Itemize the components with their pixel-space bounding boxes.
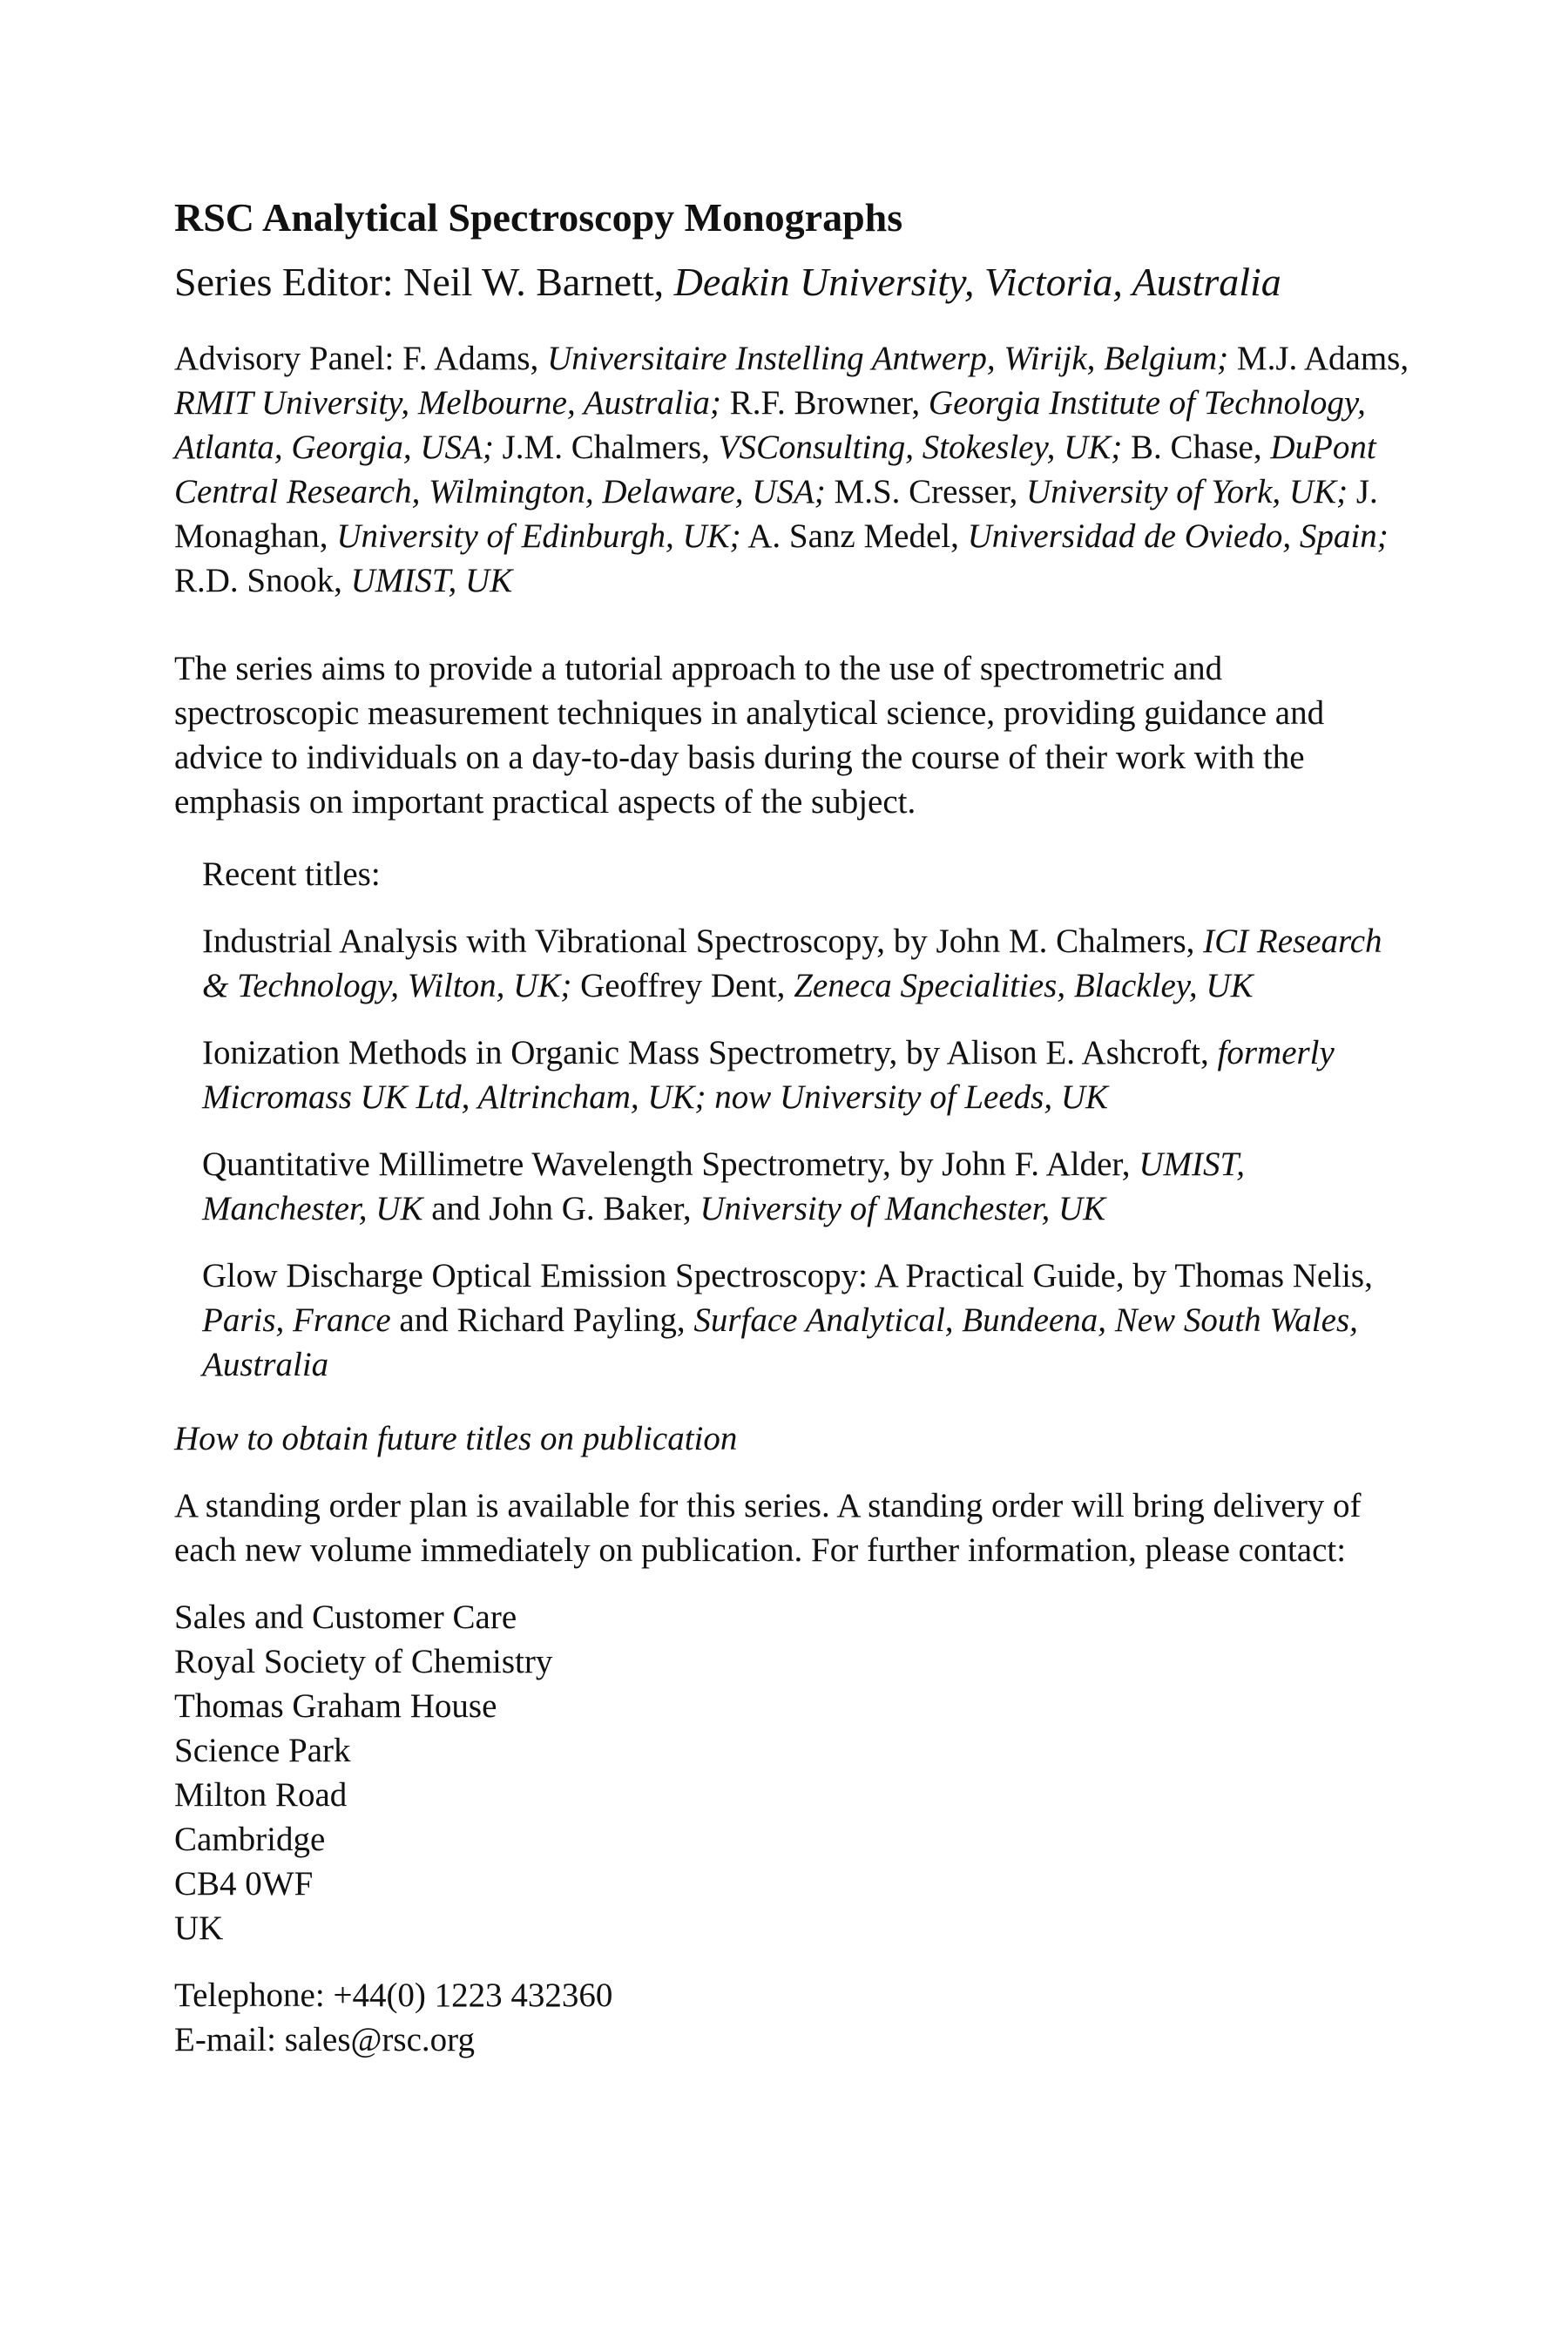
address-line: Milton Road [174, 1776, 348, 1814]
standing-order-paragraph: A standing order plan is available for this series. A standing order will bring delivery of each new volume immediately on publication. For further information, please contact: [174, 1487, 1362, 1569]
panel-member: B. Chase, DuPont Central Research, Wilmington, Delaware, USA; [174, 429, 1376, 510]
advisory-panel [174, 336, 1411, 603]
recent-title-entry: Ionization Methods in Organic Mass Spectrometry, by Alison E. Ashcroft, formerly Micromass UK Ltd, Altrincham, UK; now University of Leeds, UK [202, 1034, 1335, 1116]
address-line: UK [174, 1909, 224, 1947]
series-editor [174, 258, 1411, 307]
series-title: RSC Analytical Spectroscopy Monographs [174, 195, 903, 240]
panel-member: J.M. Chalmers, VSConsulting, Stokesley, UK; [502, 429, 1123, 466]
address-line: Cambridge [174, 1821, 326, 1858]
address-line: Science Park [174, 1732, 351, 1769]
recent-title-entry: Industrial Analysis with Vibrational Spectroscopy, by John M. Chalmers, ICI Research & Technology, Wilton, UK; Geoffrey Dent, Zeneca Specialities, Blackley, UK [202, 923, 1382, 1004]
editor-label: Series Editor: Neil W. Barnett, [174, 260, 665, 304]
address-line: Thomas Graham House [174, 1687, 497, 1725]
contact-telephone: Telephone: +44(0) 1223 432360 [174, 1977, 613, 2014]
contact-address [174, 1595, 1411, 1950]
panel-member: M.S. Cresser, University of York, UK; [834, 473, 1348, 510]
series-aims-paragraph: The series aims to provide a tutorial approach to the use of spectrometric and spectroscopic measurement techniques in analytical science, providing guidance and advice to individuals on a day-to-day basis during the course of their work with the emphasis on important practical aspects of the subject. [174, 650, 1325, 821]
panel-member: R.F. Browner, Georgia Institute of Technology, Atlanta, Georgia, USA; [174, 384, 1366, 466]
panel-label: Advisory Panel: [174, 340, 395, 377]
recent-title-entry: Quantitative Millimetre Wavelength Spectrometry, by John F. Alder, UMIST, Manchester, UK and John G. Baker, University of Manchester, UK [202, 1146, 1245, 1227]
recent-titles [202, 852, 1411, 1387]
recent-title-entry: Glow Discharge Optical Emission Spectroscopy: A Practical Guide, by Thomas Nelis, Paris, France and Richard Payling, Surface Analytical, Bundeena, New South Wales, Australia [202, 1257, 1373, 1383]
panel-member: J. Monaghan, University of Edinburgh, UK; [174, 473, 1378, 555]
contact-email: E-mail: sales@rsc.org [174, 2021, 475, 2058]
panel-member: M.J. Adams, RMIT University, Melbourne, Australia; [174, 340, 1409, 422]
address-line: Sales and Customer Care [174, 1598, 517, 1636]
document-page [174, 193, 1411, 2062]
recent-titles-label: Recent titles: [202, 855, 381, 893]
address-line: Royal Society of Chemistry [174, 1643, 553, 1680]
panel-member: R.D. Snook, UMIST, UK [174, 562, 513, 599]
address-line: CB4 0WF [174, 1865, 314, 1903]
how-to-obtain-heading: How to obtain future titles on publication [174, 1420, 738, 1457]
editor-affiliation: Deakin University, Victoria, Australia [673, 260, 1281, 304]
panel-member: A. Sanz Medel, Universidad de Oviedo, Spain; [747, 517, 1389, 555]
panel-member: F. Adams, Universitaire Instelling Antwerp, Wirijk, Belgium; [402, 340, 1229, 377]
